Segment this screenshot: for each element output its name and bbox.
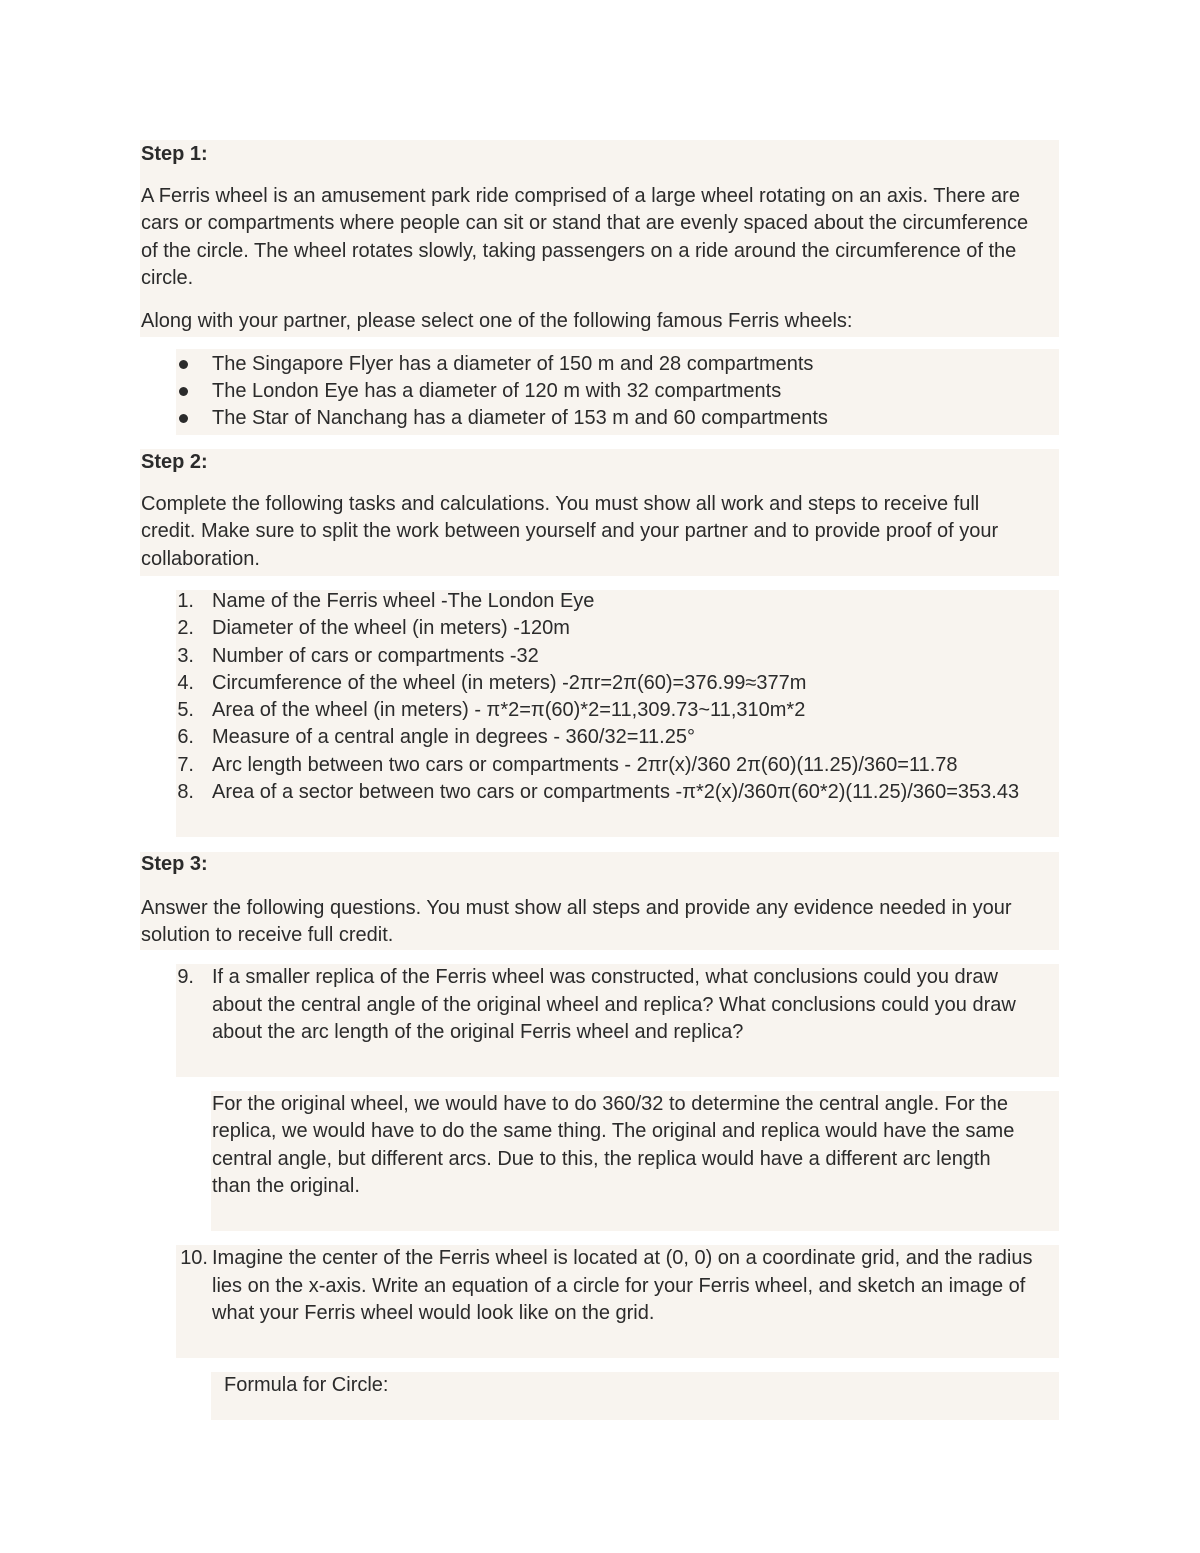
wheel-item: The Singapore Flyer has a diameter of 150 m and 28 compartments (212, 353, 814, 375)
question-line: about the arc length of the original Ferris wheel and replica? (212, 1021, 744, 1043)
bullet-icon (179, 360, 188, 369)
task-item: Area of a sector between two cars or compartments -π*2(x)/360π(60*2)(11.25)/360=353.43 (212, 781, 1020, 803)
answer-line: replica, we would have to do the same thing. The original and replica would have the same (212, 1120, 1015, 1142)
step1-intro-line: of the circle. The wheel rotates slowly, taking passengers on a ride around the circumference of the (141, 240, 1017, 262)
question-line: what your Ferris wheel would look like on the grid. (212, 1302, 655, 1324)
step3-intro-line: Answer the following questions. You must show all steps and provide any evidence needed in your (141, 897, 1012, 919)
task-number: 4. (177, 672, 194, 694)
step2-heading: Step 2: (141, 451, 208, 473)
task-number: 6. (177, 726, 194, 748)
bullet-icon (179, 414, 188, 423)
task-number: 3. (177, 645, 194, 667)
step2-intro-line: credit. Make sure to split the work between yourself and your partner and to provide proof of your (141, 520, 999, 542)
task-item: Arc length between two cars or compartments - 2πr(x)/360 2π(60)(11.25)/360=11.78 (212, 754, 958, 776)
answer-line: For the original wheel, we would have to do 360/32 to determine the central angle. For the (212, 1093, 1009, 1115)
formula-label: Formula for Circle: (224, 1374, 389, 1396)
task-item: Circumference of the wheel (in meters) -2πr=2π(60)=376.99≈377m (212, 672, 807, 694)
task-item: Number of cars or compartments -32 (212, 645, 539, 667)
step3-heading: Step 3: (141, 853, 208, 875)
step1-intro-line: cars or compartments where people can sit or stand that are evenly spaced about the circumference (141, 212, 1029, 234)
step3-intro-line: solution to receive full credit. (141, 924, 394, 946)
step1-heading: Step 1: (141, 143, 208, 165)
question-number: 10. (180, 1247, 208, 1269)
task-number: 2. (177, 617, 194, 639)
task-number: 1. (177, 590, 194, 612)
task-item: Diameter of the wheel (in meters) -120m (212, 617, 570, 639)
step2-intro-line: collaboration. (141, 548, 260, 570)
question-number: 9. (177, 966, 194, 988)
task-number: 8. (177, 781, 194, 803)
task-item: Measure of a central angle in degrees - 360/32=11.25° (212, 726, 695, 748)
step1-intro-line: A Ferris wheel is an amusement park ride comprised of a large wheel rotating on an axis. There are (141, 185, 1020, 207)
answer-line: central angle, but different arcs. Due to this, the replica would have a different arc length (212, 1148, 991, 1170)
wheel-item: The London Eye has a diameter of 120 m with 32 compartments (212, 380, 782, 402)
task-item: Name of the Ferris wheel -The London Eye (212, 590, 595, 612)
task-number: 7. (177, 754, 194, 776)
step1-prompt: Along with your partner, please select one of the following famous Ferris wheels: (141, 310, 853, 332)
question-line: about the central angle of the original wheel and replica? What conclusions could you draw (212, 994, 1016, 1016)
question-line: If a smaller replica of the Ferris wheel was constructed, what conclusions could you draw (212, 966, 998, 988)
answer-line: than the original. (212, 1175, 360, 1197)
step1-intro-line: circle. (141, 267, 194, 289)
task-item: Area of the wheel (in meters) - π*2=π(60)*2=11,309.73~11,310m*2 (212, 699, 806, 721)
bullet-icon (179, 387, 188, 396)
task-number: 5. (177, 699, 194, 721)
question-line: Imagine the center of the Ferris wheel is located at (0, 0) on a coordinate grid, and the radius (212, 1247, 1033, 1269)
wheel-item: The Star of Nanchang has a diameter of 153 m and 60 compartments (212, 407, 828, 429)
question-line: lies on the x-axis. Write an equation of a circle for your Ferris wheel, and sketch an image of (212, 1275, 1026, 1297)
step2-intro-line: Complete the following tasks and calculations. You must show all work and steps to receive full (141, 493, 980, 515)
